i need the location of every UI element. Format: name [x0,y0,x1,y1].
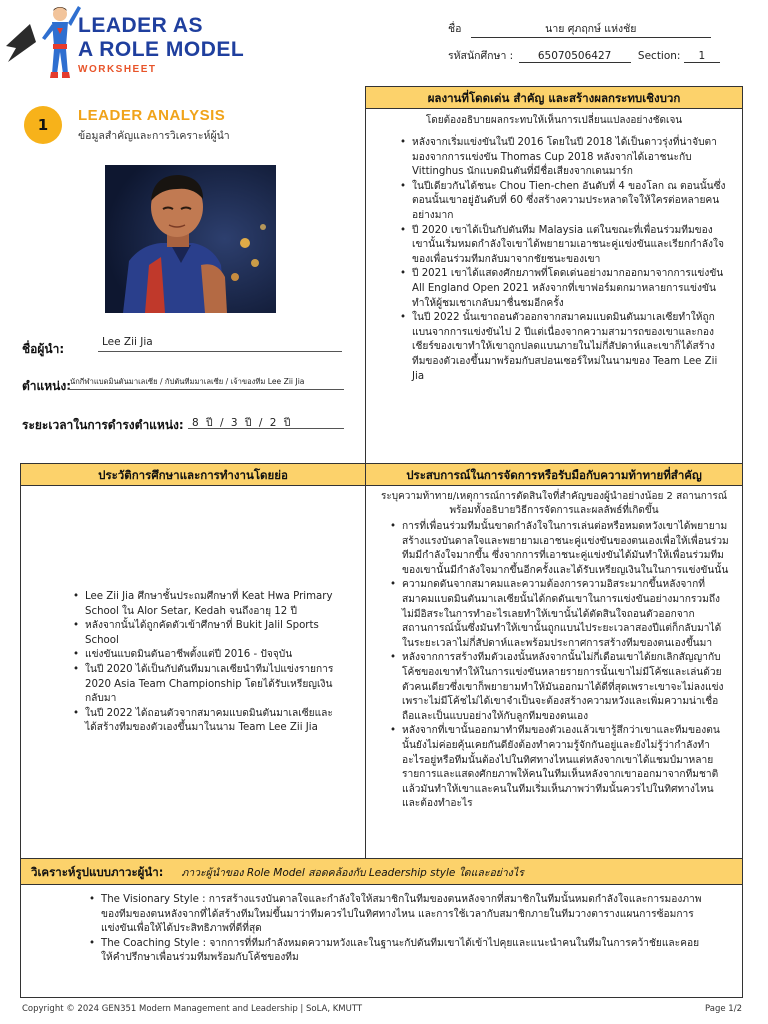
list-item: • ในปี 2020 ได้เป็นกัปตันทีมมาเลเซียนำทีมไปแข่งรายการ 2020 Asia Team Championship โดยได้รับเหรียญเงินกลับมา [73,663,343,707]
leader-position-value: นักกีฬาแบดมินตันมาเลเซีย / กัปตันทีมมาเลเซีย / เจ้าของทีม Lee Zii Jia [68,376,344,390]
footer-page-number: Page 1/2 [705,1004,742,1014]
leader-term-value: 8 ปี / 3 ปี / 2 ปี [188,414,344,429]
education-list [73,590,343,736]
section-label: Section: [637,50,681,62]
list-item: • ปี 2021 เขาได้แสดงศักยภาพที่โดดเด่นอย่างมากออกมาจากการแข่งขัน All England Open 2021 หลังจากที่เขาฟอร์มตกมาหลายการแข่งขันทำให้ผู้ชมเชาเกลับมาชื่นชมอีกครั้ง [400,267,726,311]
leader-analysis-subtitle: ข้อมูลสำคัญและการวิเคราะห์ผู้นำ [78,130,230,142]
student-id-value: 65070506427 [519,50,631,63]
leadership-style-title: วิเคราะห์รูปแบบภาวะผู้นำ: [31,865,164,879]
leadership-style-box [20,858,743,998]
leadership-style-prompt: ภาวะผู้นำของ Role Model สอดคล้องกับ Leadership style ใดและอย่างไร [181,867,524,879]
list-item: • The Coaching Style : จากการที่ทีมกำลังหมดความหวังและในฐานะกัปตันทีมเขาได้เข้าไปคุยและแนะนำคนในทีมในการคว้าชัยและคอยให้คำปรึกษาเพื่อนร่วมทีมพร้อมกับโค้ชของทีม [89,937,702,966]
list-item: • แข่งขันแบดมินตันอาชีพตั้งแต่ปี 2016 - ปัจจุบัน [73,648,343,663]
achievements-header: ผลงานที่โดดเด่น สำคัญ และสร้างผลกระทบเชิงบวก [366,87,742,109]
student-id-label: รหัสนักศึกษา : [448,50,514,62]
student-name-row [448,20,711,38]
challenges-subtitle: ระบุความท้าทาย/เหตุการณ์การตัดสินใจที่สำคัญของผู้นำอย่างน้อย 2 สถานการณ์ พร้อมทั้งอธิบายวิธีการจัดการและผลลัพธ์ที่เกิดขึ้น [380,491,728,516]
leader-photo [105,165,276,313]
leader-name-value: Lee Zii Jia [98,336,342,352]
leader-analysis-title: LEADER ANALYSIS [78,107,226,124]
list-item: • ปี 2020 เขาได้เป็นกัปตันทีม Malaysia แต่ในขณะที่เพื่อนร่วมทีมของเขานั้นเริ่มหมดกำลังใจเขาได้พยายามเอาชนะคู่แข่งขันและเรียกกำลังใจของเพื่อนร่วมทีมกลับมาจากชัยชนะของเขา [400,224,726,268]
list-item: • ในปี 2022 นั้นเขาถอนตัวออกจากสมาคมแบดมินตันมาเลเซียทำให้ถูกแบนจากการแข่งขันไป 2 ปีแต่เนื่องจากความสามารถของเขาและกองเชียร์ของเขาทำให้เขาถูกปลดแบนภายในไม่กี่สัปดาห์และเขาก็ได้สร้างทีมของตัวเองขึ้นมาพร้อมกับสปอนเซอร์ใหม่ในนามของ Team Lee Zii Jia [400,311,726,384]
worksheet-title-block [78,14,244,75]
title-subtitle: WORKSHEET [78,64,157,75]
student-name-value: นาย ศุภฤกษ์ แห่งชัย [471,20,711,38]
leadership-style-list [89,893,702,966]
list-item: • Lee Zii Jia ศึกษาชั้นประถมศึกษาที่ Keat Hwa Primary School ใน Alor Setar, Kedah จนถึงอายุ 12 ปี [73,590,343,619]
education-header: ประวัติการศึกษาและการทำงานโดยย่อ [21,464,365,486]
challenges-box [365,463,743,859]
list-item: • หลังจากนั้นได้ถูกคัดตัวเข้าศึกษาที่ Bukit Jalil Sports School [73,619,343,648]
footer [22,1004,742,1014]
list-item: • หลังจากการสร้างทีมตัวเองนั้นหลังจากนั้นไม่กี่เดือนเขาได้ยกเลิกสัญญากับโค้ชของเขาทำให้ในการแข่งขันหลายรายการนั้นเขาไม่มีโค้ชและเล่นด้วยตัวคนเดียวซึ่งเขาก็พยายามทำให้มันออกมาได้ดีที่สุดเพราะเขาจะไม่ลงแข่งเพราะไม่มีโค้ชไม่ได้เขาจำเป็นจะต้องสร้างความหวังและเพิ่มความน่าเชื่อถือและเป็นแบบอย่างให้กับลูกทีมของตนเอง [390,651,730,724]
title-line-2: A ROLE MODEL [78,38,245,61]
leader-name-label: ชื่อผู้นำ: [22,342,65,356]
footer-copyright: Copyright © 2024 GEN351 Modern Management and Leadership | SoLA, KMUTT [22,1004,363,1014]
list-item: • The Visionary Style : การสร้างแรงบันดาลใจและกำลังใจให้สมาชิกในทีมของตนหลังจากที่สมาชิกในทีมนั้นหมดกำลังใจและการมองภาพของทีมของตนหลังจากที่ได้สร้างทีมใหม่ขึ้นมาว่าทีมควรไปในทิศทางไหน และการใช้เวลากับสมาชิกภายในทีมวางตารางแผนการซ้อมการแข่งขันเพื่อให้ได้ประสิทธิภาพที่ดีที่สุด [89,893,702,937]
list-item: • ในปี 2022 ได้ถอนตัวจากสมาคมแบดมินตันมาเลเซียและได้สร้างทีมของตัวเองขึ้นมาในนาม Team Lee Zii Jia [73,707,343,736]
challenges-header: ประสบการณ์ในการจัดการหรือรับมือกับความท้าทายที่สำคัญ [366,464,742,486]
section-value: 1 [684,50,720,63]
achievements-box [365,86,743,464]
section-number-badge: 1 [24,106,62,144]
leader-portrait-image [105,165,276,313]
student-id-row [448,47,720,64]
leader-term-label: ระยะเวลาในการดำรงตำแหน่ง: [22,418,184,432]
achievements-subtitle: โดยต้องอธิบายผลกระทบให้เห็นการเปลี่ยนแปลงอย่างชัดเจน [425,115,683,126]
title-line-1: LEADER AS [78,14,204,37]
leadership-style-header [21,859,742,885]
achievements-list [400,136,726,384]
leader-position-label: ตำแหน่ง: [22,379,72,393]
list-item: • การที่เพื่อนร่วมทีมนั้นขาดกำลังใจในการเล่นต่อหรือหมดหวังเขาได้พยายามสร้างแรงบันดาลใจและพยายามเอาชนะคู่แข่งขันของตนเองเพื่อให้เพื่อนร่วมทีมมีกำลังใจมากขึ้น ซึ่งจากการที่เอาชนะคู่แข่งขันได้มันทำให้เพื่อนร่วมทีมของเขานั้นมีกำลังใจมากขึ้นอีกครั้งและได้รับเหรียญเงินในในการแข่งขันนั้น [390,520,730,578]
list-item: • หลังจากเริ่มแข่งขันในปี 2016 โดยในปี 2018 ได้เป็นดาวรุ่งที่น่าจับตามองจากการแข่งขัน Thomas Cup 2018 หลังจากได้เอาชนะกับ Vittinghus นักแบดมินตันที่มีชื่อเสียงจากเดนมาร์ก [400,136,726,180]
superhero-logo-icon [2,2,82,82]
list-item: • หลังจากที่เขานั้นออกมาทำทีมของตัวเองแล้วเขารู้สึกว่าเขาและทีมของตนนั้นยังไม่ค่อยคุ้นเคยกันดียังต้องทำความรู้จักกันอยู่และยังไม่รู้ว่ากำลังทำอะไรอยู่หรือทีมนั้นต้องไปในทิศทางไหนแต่หลังจากเขาได้แชมป์มาหลายรายการและแสดงศักยภาพให้คนในทีมเห็นหลังจากเขาออกมาจากทีมชาติแล้วมันทำให้เขาและคนในทีมเริ่มเห็นภาพว่าทีมนั้นควรไปในทิศทางไหนและต้องทำอะไร [390,724,730,812]
list-item: • ความกดดันจากสมาคมและความต้องการความอิสระมากขึ้นหลังจากที่สมาคมแบดมินตันมาเลเซียนั้นได้กดดันเขาในการแข่งขันอย่างมากรวมถึงไม่มีอิสระในการทำอะไรเลยทำให้เขานั้นได้ตัดสินใจถอนตัวออกจากสถานการณ์นั้นซึ่งมันทำให้เขานั้นถูกแบนไประยะเวลาสองปีแต่ก็กลับมาได้ในระยะเวลาไม่กี่สัปดาห์และพร้อมประกาศการสร้างทีมของตนเองขึ้นมา [390,578,730,651]
list-item: • ในปีเดียวกันได้ชนะ Chou Tien-chen อันดับที่ 4 ของโลก ณ ตอนนั้นซึ่งตอนนั้นเขาอยู่อันดับที่ 60 ซึ่งสร้างความประหลาดใจให้ใครต่อหลายคนอย่างมาก [400,180,726,224]
student-name-label: ชื่อ [448,23,462,35]
challenges-list [390,520,730,812]
education-box [20,463,366,859]
